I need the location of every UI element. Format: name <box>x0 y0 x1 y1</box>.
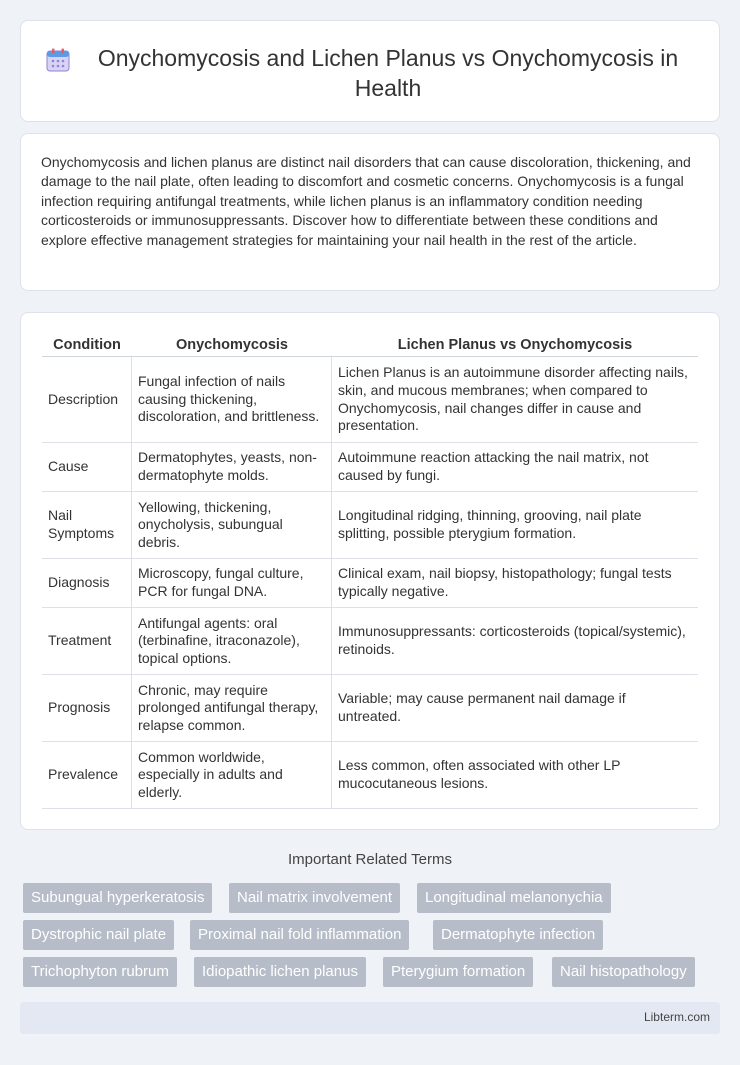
column-header-condition: Condition <box>42 329 132 357</box>
row-condition: Diagnosis <box>42 559 132 608</box>
intro-card <box>20 133 720 291</box>
row-condition: Nail Symptoms <box>42 492 132 559</box>
related-terms-heading: Important Related Terms <box>288 851 452 868</box>
row-onychomycosis: Antifungal agents: oral (terbinafine, itraconazole), topical options. <box>132 608 332 675</box>
column-header-lichen-planus: Lichen Planus vs Onychomycosis <box>332 329 698 357</box>
related-term-tag[interactable]: Dystrophic nail plate <box>23 920 174 950</box>
table-row <box>42 559 698 608</box>
page-title: Onychomycosis and Lichen Planus vs Onychomycosis in Health <box>97 45 679 101</box>
row-lichen-planus: Clinical exam, nail biopsy, histopathology; fungal tests typically negative. <box>332 559 698 608</box>
row-condition: Prevalence <box>42 742 132 809</box>
table-row <box>42 675 698 742</box>
row-condition: Treatment <box>42 608 132 675</box>
row-lichen-planus: Lichen Planus is an autoimmune disorder affecting nails, skin, and mucous membranes; when compared to Onychomycosis, nail changes differ in cause and presentation. <box>332 357 698 443</box>
row-onychomycosis: Microscopy, fungal culture, PCR for fungal DNA. <box>132 559 332 608</box>
table-row <box>42 742 698 809</box>
related-term-tag[interactable]: Idiopathic lichen planus <box>194 957 366 987</box>
title-card <box>20 20 720 122</box>
comparison-table <box>42 329 698 809</box>
row-condition: Prognosis <box>42 675 132 742</box>
footer <box>20 1002 720 1034</box>
column-header-onychomycosis: Onychomycosis <box>132 329 332 357</box>
row-condition: Description <box>42 357 132 443</box>
related-term-tag[interactable]: Proximal nail fold inflammation <box>190 920 409 950</box>
related-term-tag[interactable]: Dermatophyte infection <box>433 920 603 950</box>
row-onychomycosis: Chronic, may require prolonged antifungal therapy, relapse common. <box>132 675 332 742</box>
related-term-tag[interactable]: Longitudinal melanonychia <box>417 883 611 913</box>
row-onychomycosis: Yellowing, thickening, onycholysis, subungual debris. <box>132 492 332 559</box>
table-row <box>42 492 698 559</box>
related-term-tag[interactable]: Pterygium formation <box>383 957 533 987</box>
related-term-tag[interactable]: Trichophyton rubrum <box>23 957 177 987</box>
related-term-tag[interactable]: Nail matrix involvement <box>229 883 400 913</box>
related-term-tag[interactable]: Subungual hyperkeratosis <box>23 883 212 913</box>
intro-paragraph: Onychomycosis and lichen planus are distinct nail disorders that can cause discoloration, thickening, and damage to the nail plate, often leading to discomfort and cosmetic concerns. Onychomycosis is a fungal infection requiring antifungal treatments, while lichen planus is an inflammatory condition needing corticosteroids or immunosuppressants. Discover how to differentiate between these conditions and explore effective management strategies for maintaining your nail health in the rest of the article. <box>41 154 691 248</box>
row-lichen-planus: Less common, often associated with other LP mucocutaneous lesions. <box>332 742 698 809</box>
table-header-row <box>42 329 698 357</box>
table-row <box>42 443 698 492</box>
row-onychomycosis: Dermatophytes, yeasts, non-dermatophyte molds. <box>132 443 332 492</box>
row-lichen-planus: Immunosuppressants: corticosteroids (topical/systemic), retinoids. <box>332 608 698 675</box>
row-onychomycosis: Common worldwide, especially in adults and elderly. <box>132 742 332 809</box>
row-onychomycosis: Fungal infection of nails causing thickening, discoloration, and brittleness. <box>132 357 332 443</box>
related-term-tag[interactable]: Nail histopathology <box>552 957 695 987</box>
row-lichen-planus: Autoimmune reaction attacking the nail matrix, not caused by fungi. <box>332 443 698 492</box>
row-lichen-planus: Variable; may cause permanent nail damage if untreated. <box>332 675 698 742</box>
table-row <box>42 608 698 675</box>
comparison-table-card <box>20 312 720 830</box>
row-lichen-planus: Longitudinal ridging, thinning, grooving, nail plate splitting, possible pterygium formation. <box>332 492 698 559</box>
table-row <box>42 357 698 443</box>
footer-site-link[interactable]: Libterm.com <box>643 1010 710 1024</box>
row-condition: Cause <box>42 443 132 492</box>
